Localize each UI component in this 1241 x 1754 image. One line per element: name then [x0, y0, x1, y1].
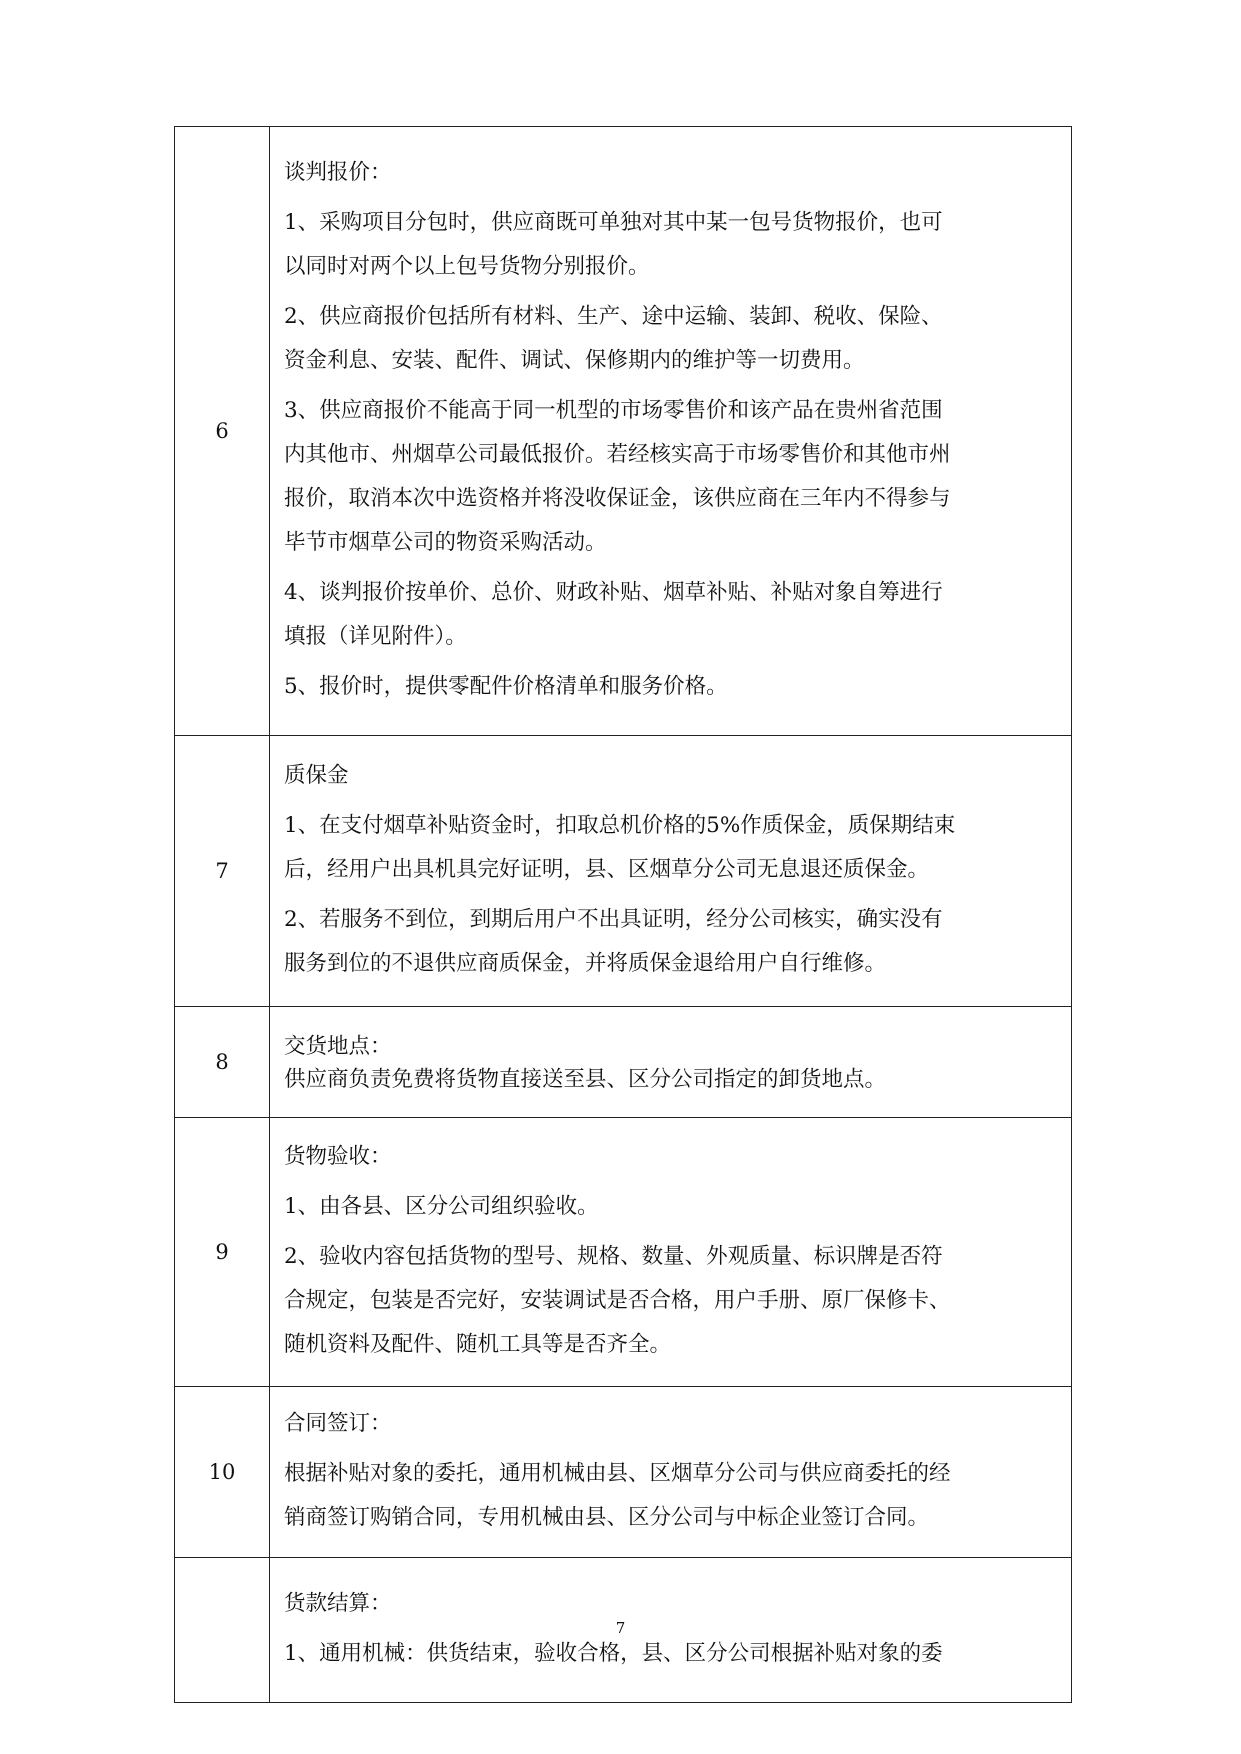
section-title: 货物验收： — [284, 1144, 392, 1169]
text-line: 4、谈判报价按单价、总价、财政补贴、烟草补贴、补贴对象自筹进行 — [284, 580, 943, 605]
table-row — [175, 1387, 1072, 1558]
row-content — [270, 1118, 1072, 1387]
text-line: 供应商负责免费将货物直接送至县、区分公司指定的卸货地点。 — [284, 1067, 887, 1092]
row-number: 6 — [175, 127, 270, 736]
text-line: 合规定，包装是否完好，安装调试是否合格，用户手册、原厂保修卡、 — [284, 1288, 951, 1313]
paragraph — [284, 201, 1059, 289]
row-content — [270, 1387, 1072, 1558]
text-line: 资金利息、安装、配件、调试、保修期内的维护等一切费用。 — [284, 348, 865, 373]
section-title: 合同签订： — [284, 1411, 392, 1436]
text-line: 1、通用机械：供货结束，验收合格，县、区分公司根据补贴对象的委 — [284, 1641, 943, 1666]
text-line: 2、验收内容包括货物的型号、规格、数量、外观质量、标识牌是否符 — [284, 1244, 943, 1269]
paragraph — [284, 1063, 1059, 1096]
text-line: 3、供应商报价不能高于同一机型的市场零售价和该产品在贵州省范围 — [284, 398, 943, 423]
terms-table-body — [175, 127, 1072, 1703]
text-line: 报价，取消本次中选资格并将没收保证金，该供应商在三年内不得参与 — [284, 486, 951, 511]
text-line: 1、采购项目分包时，供应商既可单独对其中某一包号货物报价，也可 — [284, 210, 943, 235]
text-line: 2、供应商报价包括所有材料、生产、途中运输、装卸、税收、保险、 — [284, 304, 943, 329]
paragraph — [284, 1235, 1059, 1367]
text-line: 2、若服务不到位，到期后用户不出具证明，经分公司核实，确实没有 — [284, 907, 943, 932]
section-title: 交货地点： — [284, 1034, 392, 1059]
text-line: 以同时对两个以上包号货物分别报价。 — [284, 254, 650, 279]
text-line: 服务到位的不退供应商质保金，并将质保金退给用户自行维修。 — [284, 951, 887, 976]
text-line: 销商签订购销合同，专用机械由县、区分公司与中标企业签订合同。 — [284, 1505, 930, 1530]
row-content — [270, 127, 1072, 736]
paragraph — [284, 1632, 1059, 1676]
text-line: 5、报价时，提供零配件价格清单和服务价格。 — [284, 674, 728, 699]
terms-table — [174, 126, 1072, 1703]
paragraph — [284, 295, 1059, 383]
table-row — [175, 127, 1072, 736]
text-line: 1、在支付烟草补贴资金时，扣取总机价格的5%作质保金，质保期结束 — [284, 813, 956, 838]
section-title: 货款结算： — [284, 1591, 392, 1616]
row-number: 7 — [175, 736, 270, 1007]
text-line: 后，经用户出具机具完好证明，县、区烟草分公司无息退还质保金。 — [284, 857, 930, 882]
text-line: 内其他市、州烟草公司最低报价。若经核实高于市场零售价和其他市州 — [284, 442, 951, 467]
section-title: 质保金 — [284, 763, 349, 788]
paragraph — [284, 665, 1059, 709]
table-row — [175, 1007, 1072, 1118]
paragraph — [284, 898, 1059, 986]
text-line: 毕节市烟草公司的物资采购活动。 — [284, 530, 607, 555]
row-number: 9 — [175, 1118, 270, 1387]
row-number: 8 — [175, 1007, 270, 1118]
table-row — [175, 1118, 1072, 1387]
page-number: 7 — [615, 1619, 626, 1637]
row-content — [270, 1007, 1072, 1118]
paragraph — [284, 804, 1059, 892]
text-line: 随机资料及配件、随机工具等是否齐全。 — [284, 1332, 672, 1357]
table-row — [175, 736, 1072, 1007]
row-number: 10 — [175, 1387, 270, 1558]
section-title: 谈判报价： — [284, 160, 392, 185]
text-line: 1、由各县、区分公司组织验收。 — [284, 1194, 599, 1219]
paragraph — [284, 571, 1059, 659]
text-line: 根据补贴对象的委托，通用机械由县、区烟草分公司与供应商委托的经 — [284, 1461, 951, 1486]
paragraph — [284, 389, 1059, 565]
row-content — [270, 736, 1072, 1007]
text-line: 填报（详见附件）。 — [284, 624, 467, 649]
paragraph — [284, 1452, 1059, 1540]
paragraph — [284, 1185, 1059, 1229]
